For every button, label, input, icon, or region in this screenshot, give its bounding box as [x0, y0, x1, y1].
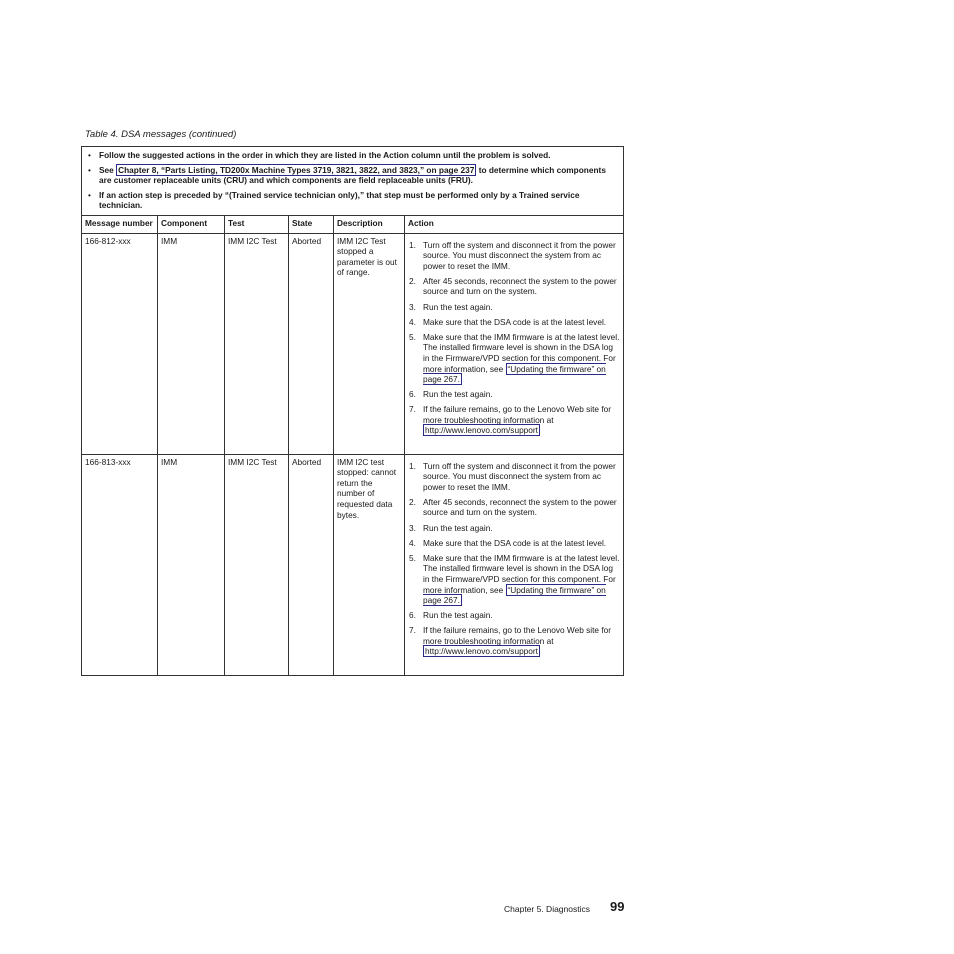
lenovo-support-link[interactable]: http://www.lenovo.com/support: [425, 425, 538, 436]
component-cell: IMM: [158, 454, 225, 675]
step-text: After 45 seconds, reconnect the system to the power source and turn on the system.: [423, 496, 617, 518]
step-number: 2.: [409, 275, 416, 286]
step-number: 3.: [409, 301, 416, 312]
state-cell: Aborted: [289, 233, 334, 454]
header-component: Component: [158, 215, 225, 233]
table-row: [82, 233, 624, 454]
header-test: Test: [225, 215, 289, 233]
action-steps: [408, 240, 620, 437]
step-text: Make sure that the IMM firmware is at the latest level. The installed firmware level is shown in the DSA log in the Firmware/VPD section for this component. For more information, see: [423, 552, 620, 595]
description-cell: IMM I2C test stopped: cannot return the number of requested data bytes.: [334, 454, 405, 675]
step-text: Make sure that the IMM firmware is at the latest level. The installed firmware level is shown in the DSA log in the Firmware/VPD section for this component. For more information, see: [423, 331, 620, 374]
note-item: [86, 150, 619, 161]
action-step: [408, 240, 620, 272]
action-step: [408, 625, 620, 657]
step-number: 6.: [409, 610, 416, 621]
action-step: [408, 276, 620, 297]
page-number: 99: [610, 899, 625, 914]
note-text: to determine which components are customer replaceable units (CRU) and which components are field replaceable units (FRU).: [99, 164, 606, 186]
component-cell: IMM: [158, 233, 225, 454]
updating-firmware-link[interactable]: “Updating the firmware” on page 267.: [423, 584, 606, 606]
step-text: Make sure that the DSA code is at the latest level.: [423, 316, 607, 327]
footer-chapter: Chapter 5. Diagnostics: [504, 904, 590, 914]
header-message-number: Message number: [82, 215, 158, 233]
note-item: [86, 165, 619, 186]
chapter-8-link[interactable]: Chapter 8, “Parts Listing, TD200x Machine Types 3719, 3821, 3822, and 3823,” on page 237: [118, 164, 475, 175]
header-description: Description: [334, 215, 405, 233]
action-step: [408, 538, 620, 549]
action-steps: [408, 461, 620, 658]
step-text: Make sure that the DSA code is at the latest level.: [423, 537, 607, 548]
step-text: Run the test again.: [423, 610, 493, 621]
note-item: [86, 190, 619, 211]
action-step: [408, 302, 620, 313]
step-text: Run the test again.: [423, 389, 493, 400]
notes-cell: [82, 147, 624, 216]
notes-list: [86, 150, 619, 211]
step-text: If the failure remains, go to the Lenovo Web site for more troubleshooting information at: [423, 404, 612, 425]
step-number: 7.: [409, 625, 416, 636]
step-number: 4.: [409, 316, 416, 327]
step-number: 1.: [409, 460, 416, 471]
action-step: [408, 610, 620, 621]
action-step: [408, 497, 620, 518]
note-text: See: [99, 164, 117, 175]
step-number: 1.: [409, 239, 416, 250]
action-step: [408, 332, 620, 385]
step-text: Turn off the system and disconnect it from the power source. You must disconnect the system from ac power to reset the IMM.: [423, 460, 616, 492]
action-cell: [405, 233, 624, 454]
step-number: 7.: [409, 404, 416, 415]
step-number: 3.: [409, 522, 416, 533]
step-number: 2.: [409, 496, 416, 507]
lenovo-support-link[interactable]: http://www.lenovo.com/support: [425, 646, 538, 657]
step-text: Run the test again.: [423, 522, 493, 533]
action-step: [408, 523, 620, 534]
notes-row: [82, 147, 624, 216]
updating-firmware-link[interactable]: “Updating the firmware” on page 267.: [423, 363, 606, 385]
dsa-messages-table: [81, 146, 624, 676]
step-number: 5.: [409, 552, 416, 563]
state-cell: Aborted: [289, 454, 334, 675]
action-step: [408, 389, 620, 400]
step-text: Run the test again.: [423, 301, 493, 312]
action-step: [408, 553, 620, 606]
step-text: Turn off the system and disconnect it from the power source. You must disconnect the system from ac power to reset the IMM.: [423, 239, 616, 271]
action-step: [408, 404, 620, 436]
test-cell: IMM I2C Test: [225, 233, 289, 454]
action-step: [408, 317, 620, 328]
description-cell: IMM I2C Test stopped a parameter is out of range.: [334, 233, 405, 454]
message-number-cell: 166-812-xxx: [82, 233, 158, 454]
table-caption: Table 4. DSA messages (continued): [85, 129, 237, 140]
header-row: [82, 215, 624, 233]
table-row: [82, 454, 624, 675]
step-number: 6.: [409, 389, 416, 400]
note-text: Follow the suggested actions in the order in which they are listed in the Action column until the problem is solved.: [99, 150, 551, 160]
action-cell: [405, 454, 624, 675]
step-number: 5.: [409, 331, 416, 342]
step-text: If the failure remains, go to the Lenovo Web site for more troubleshooting information at: [423, 625, 612, 646]
step-number: 4.: [409, 537, 416, 548]
step-text: After 45 seconds, reconnect the system to the power source and turn on the system.: [423, 275, 617, 297]
header-action: Action: [405, 215, 624, 233]
note-text: If an action step is preceded by “(Trained service technician only),” that step must be performed only by a Trained service technician.: [99, 189, 580, 211]
header-state: State: [289, 215, 334, 233]
action-step: [408, 461, 620, 493]
message-number-cell: 166-813-xxx: [82, 454, 158, 675]
test-cell: IMM I2C Test: [225, 454, 289, 675]
